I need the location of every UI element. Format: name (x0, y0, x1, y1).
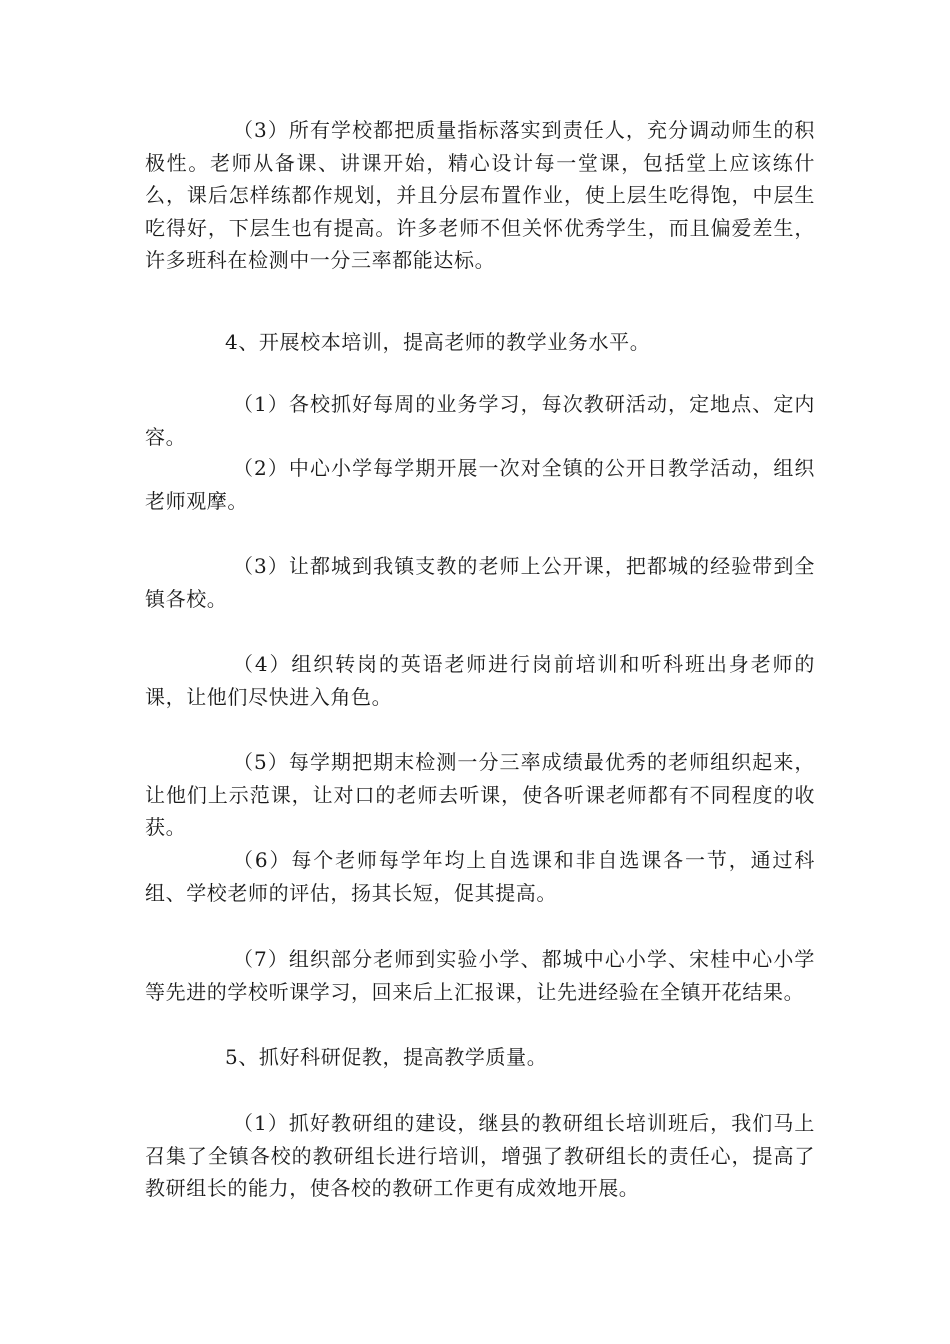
paragraph-demo-lessons: （5）每学期把期末检测一分三率成绩最优秀的老师组织起来，让他们上示范课，让对口的老师去听课，使各听课老师都有不同程度的收获。 (145, 750, 815, 839)
heading-school-training: 4、开展校本培训，提高老师的教学业务水平。 (225, 330, 651, 354)
heading-research: 5、抓好科研促教，提高教学质量。 (225, 1045, 548, 1069)
paragraph-open-day: （2）中心小学每学期开展一次对全镇的公开日教学活动，组织老师观摩。 (145, 456, 815, 513)
paragraph-visit-schools: （7）组织部分老师到实验小学、都城中心小学、宋桂中心小学等先进的学校听课学习，回来后上汇报课，让先进经验在全镇开花结果。 (145, 947, 815, 1004)
paragraph-elective-lessons: （6）每个老师每学年均上自选课和非自选课各一节，通过科组、学校老师的评估，扬其长短，促其提高。 (145, 848, 815, 905)
paragraph-weekly-study: （1）各校抓好每周的业务学习，每次教研活动，定地点、定内容。 (145, 392, 815, 449)
paragraph-support-teachers: （3）让都城到我镇支教的老师上公开课，把都城的经验带到全镇各校。 (145, 554, 815, 611)
paragraph-english-training: （4）组织转岗的英语老师进行岗前培训和听科班出身老师的课，让他们尽快进入角色。 (145, 652, 815, 709)
paragraph-research-groups: （1）抓好教研组的建设，继县的教研组长培训班后，我们马上召集了全镇各校的教研组长进行培训，增强了教研组长的责任心，提高了教研组长的能力，使各校的教研工作更有成效地开展。 (145, 1111, 815, 1200)
paragraph-quality-targets: （3）所有学校都把质量指标落实到责任人，充分调动师生的积极性。老师从备课、讲课开始，精心设计每一堂课，包括堂上应该练什么，课后怎样练都作规划，并且分层布置作业，使上层生吃得饱，中层生吃得好，下层生也有提高。许多老师不但关怀优秀学生，而且偏爱差生，许多班科在检测中一分三率都能达标。 (145, 118, 815, 272)
